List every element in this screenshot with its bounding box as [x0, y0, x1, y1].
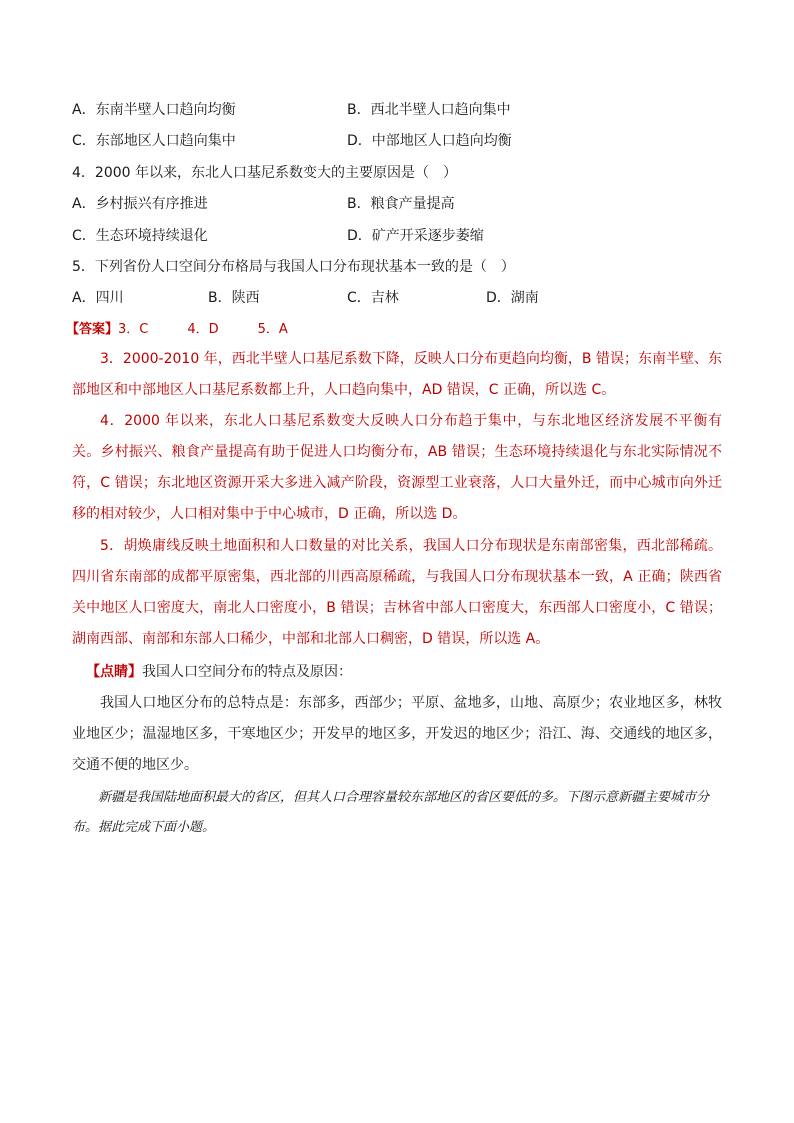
tips-body: 我国人口地区分布的总特点是：东部多，西部少；平原、盆地多，山地、高原少；农业地区多，林牧业地区少；温湿地区多，干寒地区少；开发早的地区多，开发迟的地区少；沿江、海、交通线的地区多，交通不便的地区少。 — [72, 695, 722, 773]
q5-option-c: C．吉林 — [347, 290, 399, 306]
q3-option-b: B．西北半壁人口趋向集中 — [347, 102, 511, 118]
tips-label: 【点睛】 — [86, 664, 142, 680]
tips-heading — [86, 662, 352, 682]
q5-option-b: B．陕西 — [208, 290, 260, 306]
q4-option-a: A．乡村振兴有序推进 — [72, 196, 208, 212]
q3-option-d: D．中部地区人口趋向均衡 — [347, 133, 512, 149]
explanation-q3: 3．2000-2010 年，西北半壁人口基尼系数下降，反映人口分布更趋向均衡，B 错误；东南半壁、东部地区和中部地区人口基尼系数都上升，人口趋向集中，AD 错误，C 正确，所以选 C。 — [72, 351, 722, 398]
q4-option-b: B．粮食产量提高 — [347, 196, 455, 212]
q4-option-c: C．生态环境持续退化 — [72, 228, 208, 244]
q3-option-a: A．东南半壁人口趋向均衡 — [72, 102, 236, 118]
q5-stem: 5．下列省份人口空间分布格局与我国人口分布现状基本一致的是（ ） — [72, 259, 515, 275]
q3-option-c: C．东部地区人口趋向集中 — [72, 133, 236, 149]
explanation-q4: 4．2000 年以来，东北人口基尼系数变大反映人口分布趋于集中，与东北地区经济发展不平衡有关。乡村振兴、粮食产量提高有助于促进人口均衡分布，AB 错误；生态环境持续退化与东北实际情况不符，C 错误；东北地区资源开采大多进入减产阶段，资源型工业衰落，人口大量外迁，而中心城市向外迁移的相对较少，人口相对集中于中心城市，D 正确，所以选 D。 — [72, 413, 722, 522]
tips-title: 我国人口空间分布的特点及原因： — [142, 664, 352, 680]
q4-option-d: D．矿产开采逐步萎缩 — [347, 228, 484, 244]
answer-values: 3．C 4．D 5．A — [118, 322, 288, 337]
q5-option-a: A．四川 — [72, 290, 124, 306]
answer-label: 【答案】 — [66, 322, 119, 337]
q4-stem: 4．2000 年以来，东北人口基尼系数变大的主要原因是（ ） — [72, 165, 457, 181]
explanation-q5: 5．胡焕庸线反映土地面积和人口数量的对比关系，我国人口分布现状是东南部密集，西北部稀疏。四川省东南部的成都平原密集，西北部的川西高原稀疏，与我国人口分布现状基本一致，A 正确；陕西省关中地区人口密度大，南北人口密度小，B 错误；吉林省中部人口密度大，东西部人口密度小，C 错误；湖南西部、南部和东部人口稀少，中部和北部人口稠密，D 错误，所以选 A。 — [72, 538, 722, 647]
next-question-intro: 新疆是我国陆地面积最大的省区，但其人口合理容量较东部地区的省区要低的多。下图示意新疆主要城市分布。据此完成下面小题。 — [72, 790, 710, 835]
answer-line — [66, 320, 288, 340]
q5-option-d: D．湖南 — [486, 290, 539, 306]
